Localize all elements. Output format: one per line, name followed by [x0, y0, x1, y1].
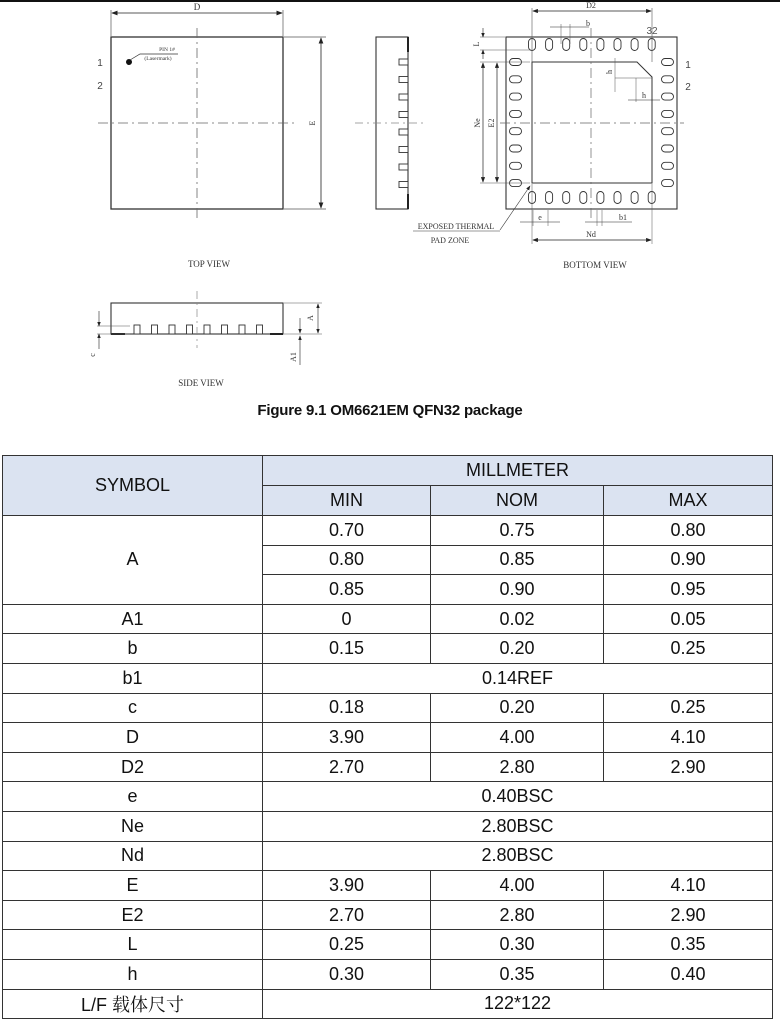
pad-icon [597, 192, 604, 204]
table-body [3, 516, 773, 1019]
pad-icon [662, 145, 674, 152]
cell-max: 4.10 [604, 723, 773, 753]
header-max: MAX [604, 486, 773, 516]
pad-icon [563, 39, 570, 51]
pad-icon [597, 39, 604, 51]
bottom-pin-number-2: 2 [685, 82, 691, 93]
pad-icon [662, 59, 674, 66]
cell-max: 0.35 [604, 930, 773, 960]
cell-max: 2.90 [604, 752, 773, 782]
table-row [3, 871, 773, 901]
cell-max: 0.90 [604, 545, 773, 575]
cell-nom: 0.30 [431, 930, 604, 960]
header-symbol: SYMBOL [3, 456, 263, 516]
cell-symbol: c [3, 693, 263, 723]
pad-icon [662, 93, 674, 100]
cell-min: 3.90 [263, 723, 431, 753]
pad-icon [662, 180, 674, 187]
cell-max: 0.25 [604, 634, 773, 664]
pad-icon [662, 162, 674, 169]
cell-value-span: 2.80BSC [263, 811, 773, 841]
dim-ne-label: Ne [473, 118, 482, 128]
table-row [3, 663, 773, 693]
table-row [3, 516, 773, 546]
dim-e-label: E [308, 120, 317, 126]
cell-max: 0.95 [604, 575, 773, 605]
header-nom: NOM [431, 486, 604, 516]
side-view [88, 291, 322, 388]
cell-symbol: Ne [3, 811, 263, 841]
cell-value-span: 0.14REF [263, 663, 773, 693]
pin1-dot-icon [126, 59, 132, 65]
dim-l-label: L [472, 41, 481, 47]
cell-value-span: 122*122 [263, 989, 773, 1019]
bottom-pin-number-1: 1 [685, 60, 691, 71]
cell-min: 0.80 [263, 545, 431, 575]
cell-symbol: E2 [3, 900, 263, 930]
lead-icon [187, 325, 193, 334]
pad-icon [510, 162, 522, 169]
pad-icon [563, 192, 570, 204]
pad-icon [510, 128, 522, 135]
cell-symbol: L [3, 930, 263, 960]
exposed-thermal-pad [532, 62, 652, 183]
cell-nom: 0.02 [431, 604, 604, 634]
lead-icon [399, 182, 408, 188]
cell-symbol: h [3, 959, 263, 989]
table-row [3, 782, 773, 812]
table-row [3, 604, 773, 634]
table-row [3, 693, 773, 723]
table-row [3, 752, 773, 782]
dim-a-label: A [306, 315, 315, 321]
cell-min: 2.70 [263, 900, 431, 930]
cell-symbol: e [3, 782, 263, 812]
dimension-table [2, 455, 773, 1019]
cell-symbol: Nd [3, 841, 263, 871]
pad-icon [662, 110, 674, 117]
table-row [3, 989, 773, 1019]
cell-nom: 4.00 [431, 871, 604, 901]
cell-nom: 4.00 [431, 723, 604, 753]
cell-min: 0.25 [263, 930, 431, 960]
header-min: MIN [263, 486, 431, 516]
pad-icon [510, 93, 522, 100]
cell-max: 2.90 [604, 900, 773, 930]
pad-icon [510, 76, 522, 83]
pad-icon [580, 192, 587, 204]
pad-icon [580, 39, 587, 51]
cell-symbol: D2 [3, 752, 263, 782]
lead-icon [399, 112, 408, 118]
cell-max: 0.80 [604, 516, 773, 546]
cell-symbol: E [3, 871, 263, 901]
cell-symbol: A1 [3, 604, 263, 634]
table-row [3, 811, 773, 841]
pin1-label: PIN 1# [159, 47, 175, 53]
bottom-view [413, 1, 691, 270]
dim-h-vertical-label: h [605, 70, 614, 74]
table-row [3, 959, 773, 989]
cell-value-span: 0.40BSC [263, 782, 773, 812]
bottom-view-title: BOTTOM VIEW [563, 260, 627, 270]
cell-min: 0.70 [263, 516, 431, 546]
dim-d2-label: D2 [586, 1, 596, 10]
dim-a1-label: A1 [289, 352, 298, 362]
dim-e2-label: E2 [487, 118, 496, 128]
cell-min: 0.18 [263, 693, 431, 723]
table-row [3, 930, 773, 960]
header-unit: MILLMETER [263, 456, 773, 486]
lead-icon [399, 147, 408, 153]
lead-icon [134, 325, 140, 334]
pad-icon [631, 192, 638, 204]
top-view-title: TOP VIEW [187, 259, 231, 269]
cell-min: 0.85 [263, 575, 431, 605]
cell-min: 0.30 [263, 959, 431, 989]
dim-e-pitch-label: e [538, 213, 542, 222]
lead-icon [222, 325, 228, 334]
cell-min: 0 [263, 604, 431, 634]
lead-icon [399, 77, 408, 83]
cell-max: 0.25 [604, 693, 773, 723]
pad-icon [510, 110, 522, 117]
top-pin-number-2: 2 [97, 81, 103, 92]
pad-icon [510, 145, 522, 152]
cell-value-span: 2.80BSC [263, 841, 773, 871]
figure-caption: Figure 9.1 OM6621EM QFN32 package [257, 402, 523, 419]
pad-icon [662, 76, 674, 83]
pad-icon [614, 192, 621, 204]
side-view-vertical [355, 37, 425, 209]
side-view-title: SIDE VIEW [178, 378, 224, 388]
cell-nom: 0.90 [431, 575, 604, 605]
cell-min: 2.70 [263, 752, 431, 782]
pin1-note: (Lasermark) [144, 56, 172, 62]
pin-32-label: 32 [646, 26, 658, 37]
dim-b-label: b [586, 19, 590, 28]
cell-symbol: L/F 载体尺寸 [3, 989, 263, 1019]
dim-c-label: c [88, 353, 97, 357]
dim-b1-label: b1 [619, 213, 627, 222]
cell-max: 0.05 [604, 604, 773, 634]
table-header-row [3, 456, 773, 486]
lead-icon [399, 59, 408, 65]
cell-symbol: b [3, 634, 263, 664]
cell-nom: 0.35 [431, 959, 604, 989]
top-view [97, 2, 326, 269]
cell-symbol: D [3, 723, 263, 753]
pad-icon [662, 128, 674, 135]
pad-icon [631, 39, 638, 51]
cell-min: 3.90 [263, 871, 431, 901]
lead-icon [399, 94, 408, 100]
table-row [3, 634, 773, 664]
cell-nom: 2.80 [431, 900, 604, 930]
pad-icon [648, 192, 655, 204]
table-row [3, 841, 773, 871]
dim-h-horizontal-label: h [642, 91, 646, 100]
pad-icon [546, 192, 553, 204]
pad-zone-label-line1: EXPOSED THERMAL [417, 222, 495, 231]
lead-icon [257, 325, 263, 334]
lead-icon [239, 325, 245, 334]
cell-nom: 0.20 [431, 693, 604, 723]
cell-min: 0.15 [263, 634, 431, 664]
table-row [3, 723, 773, 753]
pad-icon [614, 39, 621, 51]
lead-icon [169, 325, 175, 334]
pad-icon [546, 39, 553, 51]
cell-nom: 0.75 [431, 516, 604, 546]
cell-max: 0.40 [604, 959, 773, 989]
package-drawing [0, 0, 780, 400]
dim-d-label: D [193, 2, 201, 12]
cell-symbol: A [3, 516, 263, 605]
lead-icon [399, 129, 408, 135]
lead-icon [399, 164, 408, 170]
table-row [3, 900, 773, 930]
cell-nom: 0.20 [431, 634, 604, 664]
cell-symbol: b1 [3, 663, 263, 693]
cell-nom: 0.85 [431, 545, 604, 575]
cell-nom: 2.80 [431, 752, 604, 782]
cell-max: 4.10 [604, 871, 773, 901]
top-pin-number-1: 1 [97, 58, 103, 69]
pad-zone-label-line2: PAD ZONE [430, 236, 470, 245]
lead-icon [152, 325, 158, 334]
dim-nd-label: Nd [586, 230, 596, 239]
lead-icon [204, 325, 210, 334]
